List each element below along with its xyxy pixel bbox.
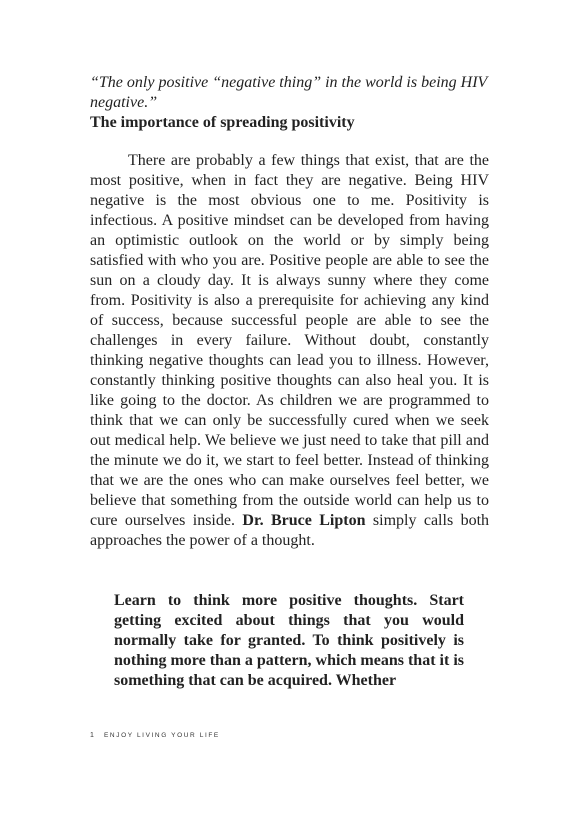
running-title: ENJOY LIVING YOUR LIFE	[104, 732, 220, 739]
page-footer	[90, 731, 220, 741]
epigraph-quote: “The only positive “negative thing” in the world is being HIV negative.”	[90, 74, 488, 111]
page-number: 1	[90, 732, 94, 739]
callout-paragraph: Learn to think more positive thoughts. Start getting excited about things that you would normally take for granted. To think positively is nothing more than a pattern, which means that it is something that can be acquired. Whether	[114, 592, 464, 689]
body-text-main: There are probably a few things that exist, that are the most positive, when in fact they are negative. Being HIV negative is the most obvious one to me. Positivity is infectious. A positive mindset can be developed from having an optimistic outlook on the world or by simply being satisfied with who you are. Positive people are able to see the sun on a cloudy day. It is always sunny where they come from. Positivity is also a prerequisite for achieving any kind of success, because successful people are able to see the challenges in every failure. Without doubt, constantly thinking negative thoughts can lead you to illness. However, constantly thinking positive thoughts can also heal you. It is like going to the doctor. As children we are programmed to think that we can only be successfully cured when we seek out medical help. We believe we just need to take that pill and the minute we do it, we start to feel better. Instead of thinking that we are the ones who can make ourselves feel better, we believe that something from the outside world can help us to cure ourselves inside.	[90, 152, 489, 529]
section-heading: The importance of spreading positivity	[90, 114, 355, 131]
body-text-tail: simply calls both approaches the power of a thought.	[90, 512, 490, 549]
person-name: Dr. Bruce Lipton	[242, 512, 366, 529]
body-paragraph	[90, 151, 489, 551]
